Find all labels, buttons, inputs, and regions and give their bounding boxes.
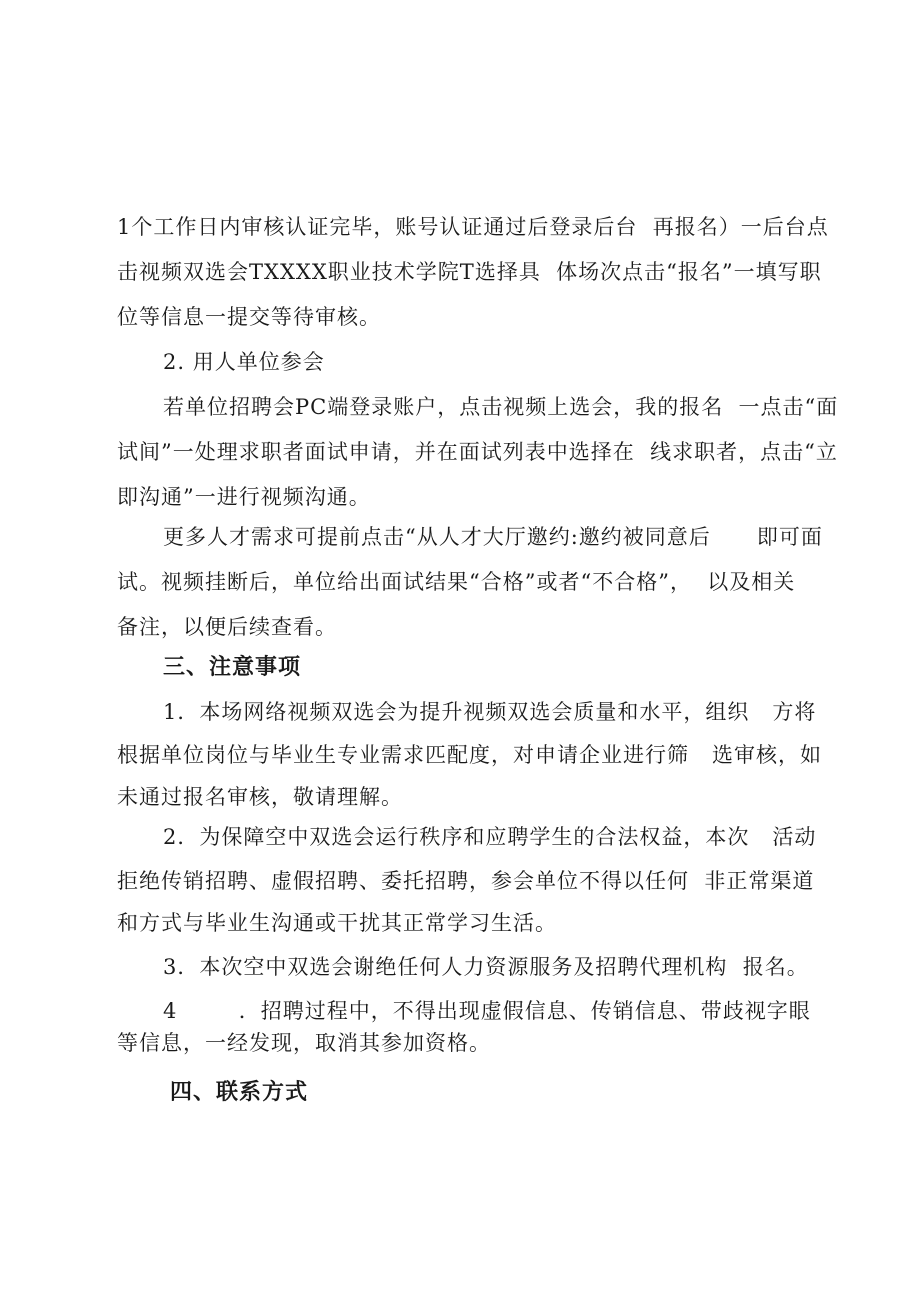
paragraph-line: 击视频双选会TXXXX职业技术学院T选择具 体场次点击“报名”一填写职: [117, 260, 822, 284]
paragraph-line: 备注，以便后续查看。: [117, 615, 337, 639]
paragraph-line: 若单位招聘会PC端登录账户，点击视频上选会，我的报名 一点击“面: [163, 395, 839, 419]
note-line: 未通过报名审核，敬请理解。: [117, 785, 403, 809]
section-heading: 四、联系方式: [170, 1080, 309, 1105]
note-line: 3．本次空中双选会谢绝任何人力资源服务及招聘代理机构 报名。: [163, 955, 809, 979]
paragraph-line: 位等信息一提交等待审核。: [117, 305, 381, 329]
note-line: 等信息，一经发现，取消其参加资格。: [117, 1031, 491, 1055]
note-line: 1．本场网络视频双选会为提升视频双选会质量和水平，组织 方将: [163, 700, 817, 724]
note-line: 4 ．招聘过程中，不得出现虚假信息、传销信息、带歧视字眼: [163, 999, 811, 1023]
subsection-title: 2. 用人单位参会: [163, 350, 325, 374]
paragraph-line: 试。视频挂断后，单位给出面试结果“合格”或者“不合格”， 以及相关: [117, 570, 796, 594]
paragraph-line: 1个工作日内审核认证完毕，账号认证通过后登录后台 再报名）一后台点: [117, 215, 829, 239]
paragraph-line: 试间”一处理求职者面试申请，并在面试列表中选择在 线求职者，点击“立: [117, 440, 838, 464]
paragraph-line: 即沟通”一进行视频沟通。: [117, 485, 371, 509]
note-line: 拒绝传销招聘、虚假招聘、委托招聘，参会单位不得以任何 非正常渠道: [117, 869, 815, 893]
paragraph-line: 更多人才需求可提前点击“从人才大厅邀约:邀约被同意后 即可面: [163, 525, 823, 549]
section-heading: 三、注意事项: [163, 655, 302, 680]
note-line: 和方式与毕业生沟通或干扰其正常学习生活。: [117, 911, 557, 935]
note-line: 2．为保障空中双选会运行秩序和应聘学生的合法权益，本次 活动: [163, 825, 817, 849]
note-line: 根据单位岗位与毕业生专业需求匹配度，对申请企业进行筛 选审核，如: [117, 743, 823, 767]
